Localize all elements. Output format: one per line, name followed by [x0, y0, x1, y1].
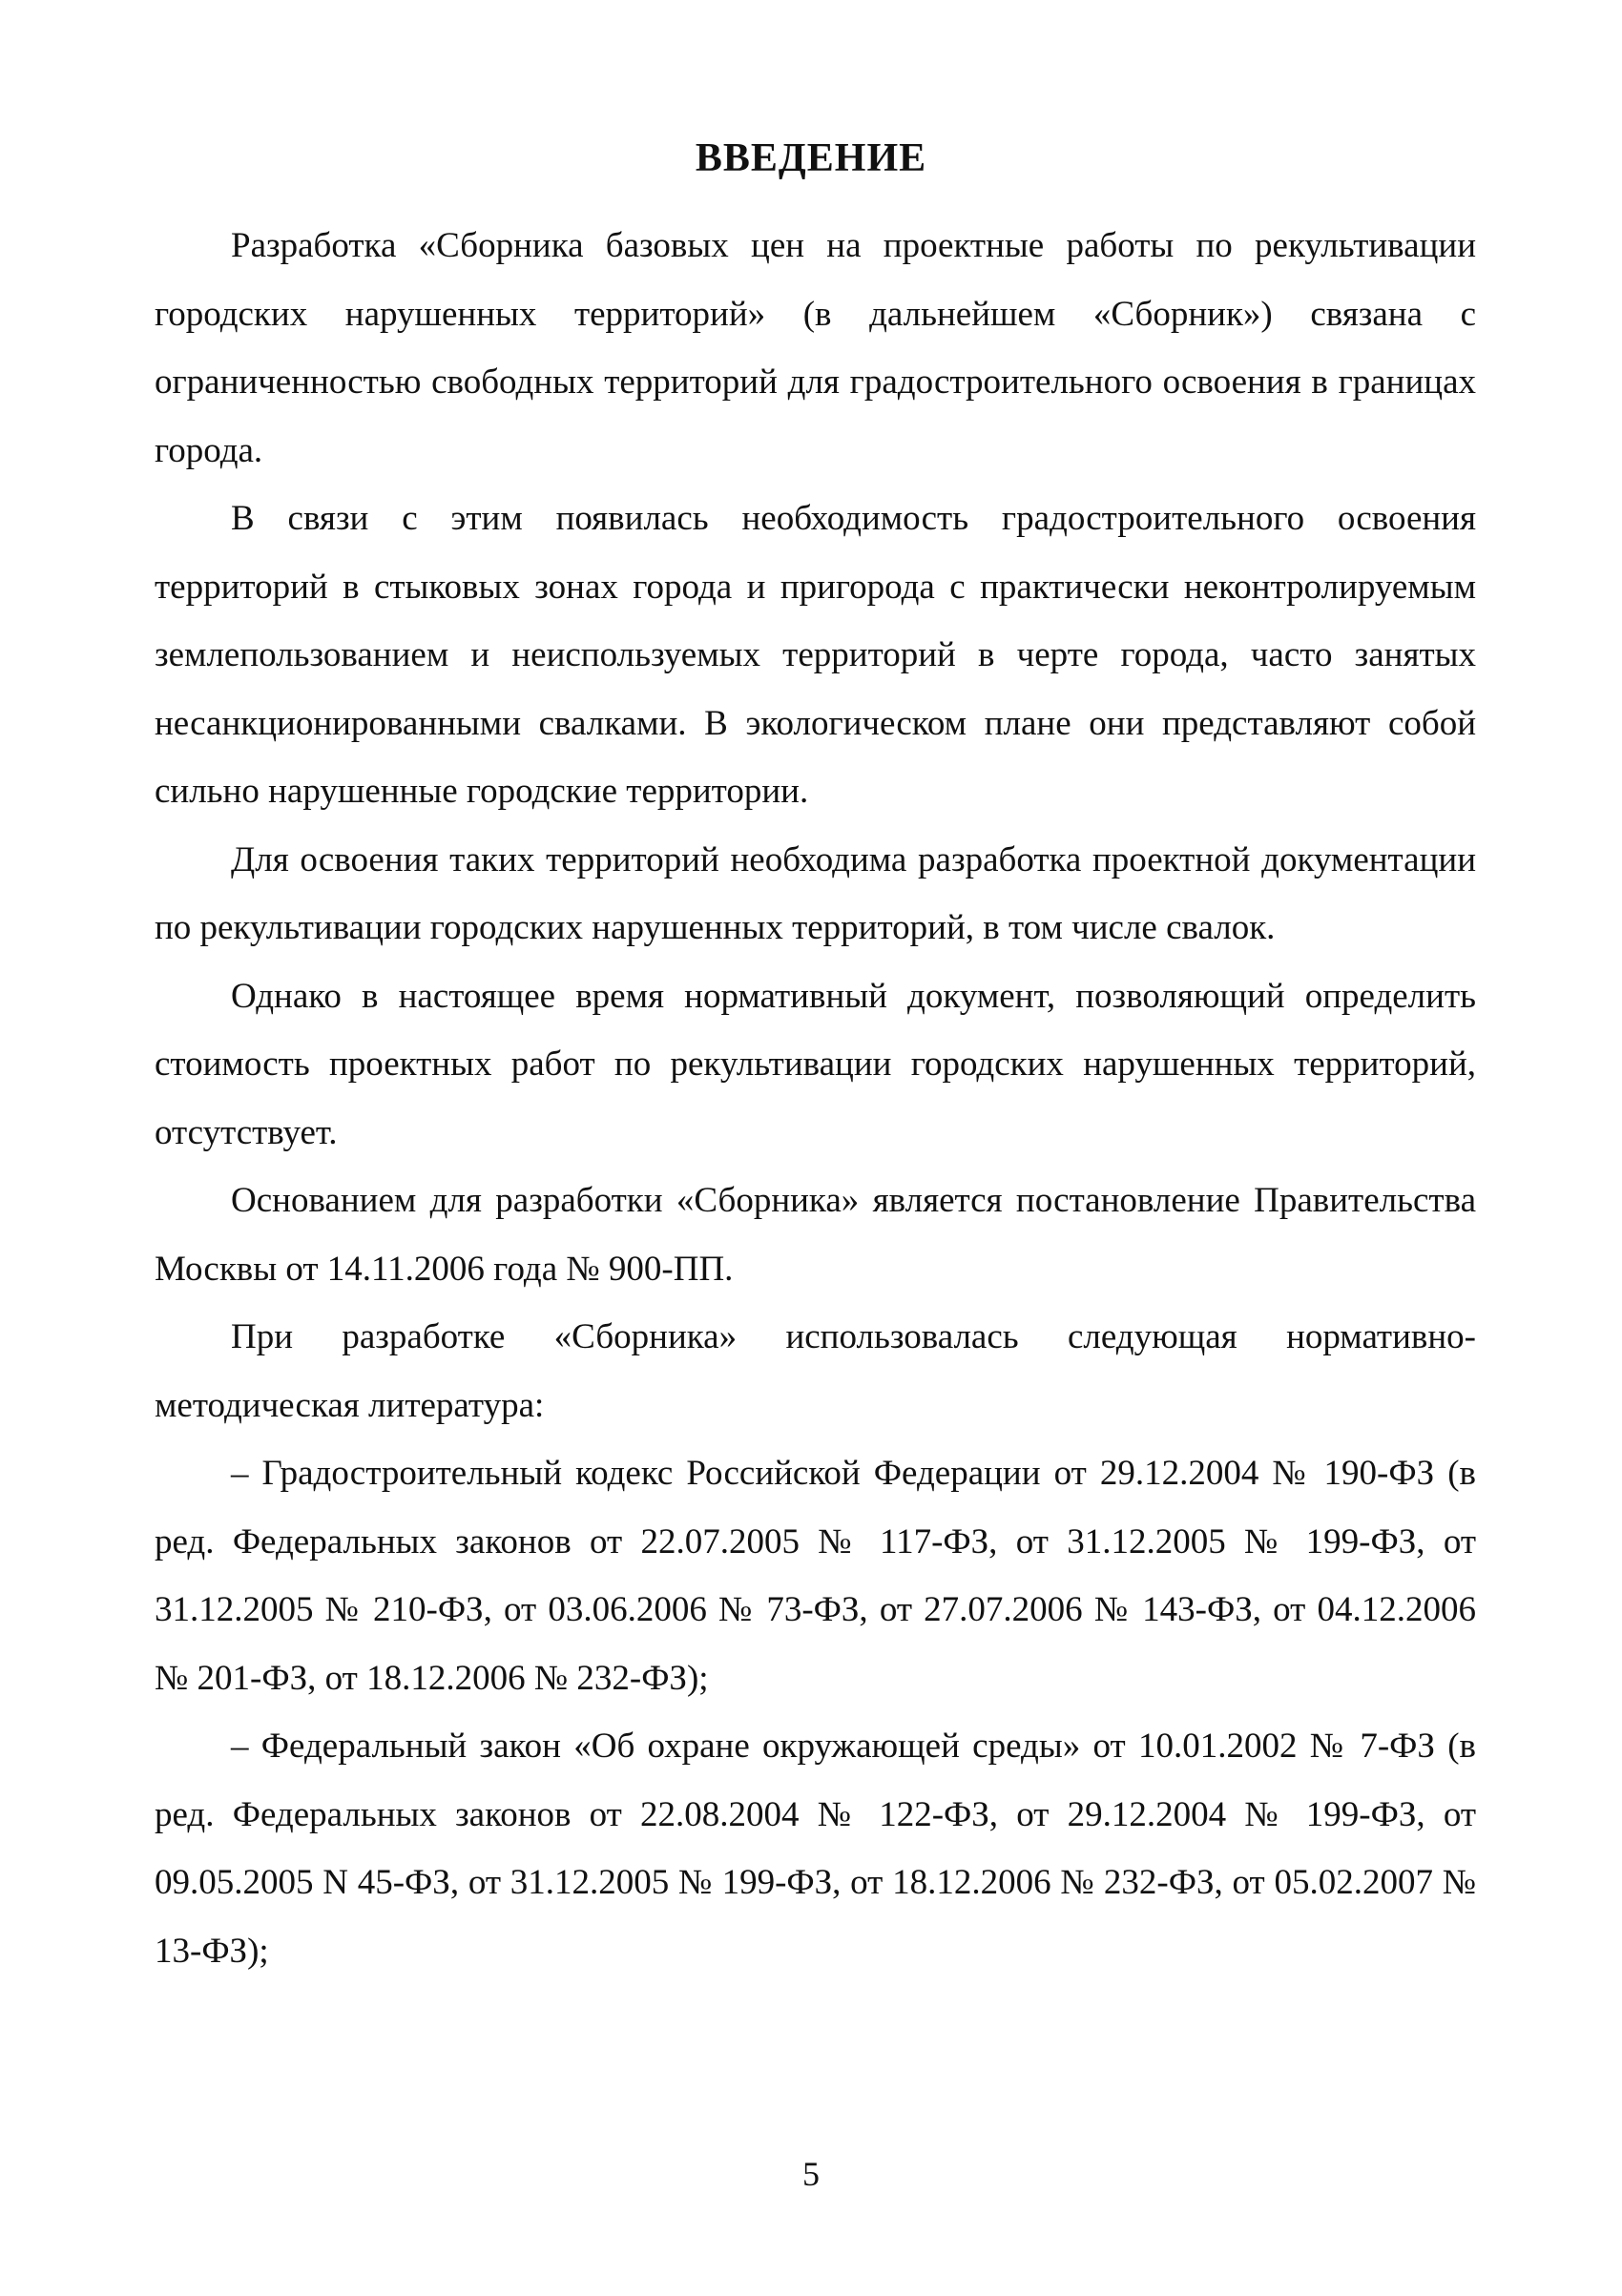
paragraph-literature: При разработке «Сборника» использовалась следующая нормативно-методическая литература: — [155, 1317, 1476, 1425]
paragraph-necessity: В связи с этим появилась необходимость градостроительного освоения территорий в стыковых зонах города и пригорода с практически неконтролируемым землепользованием и неиспользуемых территорий в черте города, часто занятых несанкционированными свалками. В экологическом плане они представляют собой сильно нарушенные городские территории. — [155, 499, 1476, 811]
paragraph-absence: Однако в настоящее время нормативный документ, позволяющий определить стоимость проектных работ по рекультивации городских нарушенных территорий, отсутствует. — [155, 976, 1476, 1152]
page-number: 5 — [802, 2155, 820, 2193]
section-title: ВВЕДЕНИЕ — [695, 136, 927, 180]
list-item-environment-law: – Федеральный закон «Об охране окружающей среды» от 10.01.2002 № 7-ФЗ (в ред. Федеральных законов от 22.08.2004 № 122-ФЗ, от 29.12.2004 № 199-ФЗ, от 09.05.2005 N 45-ФЗ, от 31.12.2005 № 199-ФЗ, от 18.12.2006 № 232-ФЗ, от 05.02.2007 № 13-ФЗ); — [155, 1727, 1476, 1971]
document-body — [155, 212, 1476, 1985]
paragraph-basis: Основанием для разработки «Сборника» является постановление Правительства Москвы от 14.11.2006 года № 900-ПП. — [155, 1181, 1476, 1289]
paragraph-purpose: Разработка «Сборника базовых цен на проектные работы по рекультивации городских нарушенных территорий» (в дальнейшем «Сборник») связана с ограниченностью свободных территорий для градостроительного освоения в границах города. — [155, 226, 1476, 470]
paragraph-development: Для освоения таких территорий необходима разработка проектной документации по рекультивации городских нарушенных территорий, в том числе свалок. — [155, 839, 1476, 947]
list-item-urban-code: – Градостроительный кодекс Российской Федерации от 29.12.2004 № 190-ФЗ (в ред. Федеральных законов от 22.07.2005 № 117-ФЗ, от 31.12.2005 № 199-ФЗ, от 31.12.2005 № 210-ФЗ, от 03.06.2006 № 73-ФЗ, от 27.07.2006 № 143-ФЗ, от 04.12.2006 № 201-ФЗ, от 18.12.2006 № 232-ФЗ); — [155, 1454, 1476, 1698]
